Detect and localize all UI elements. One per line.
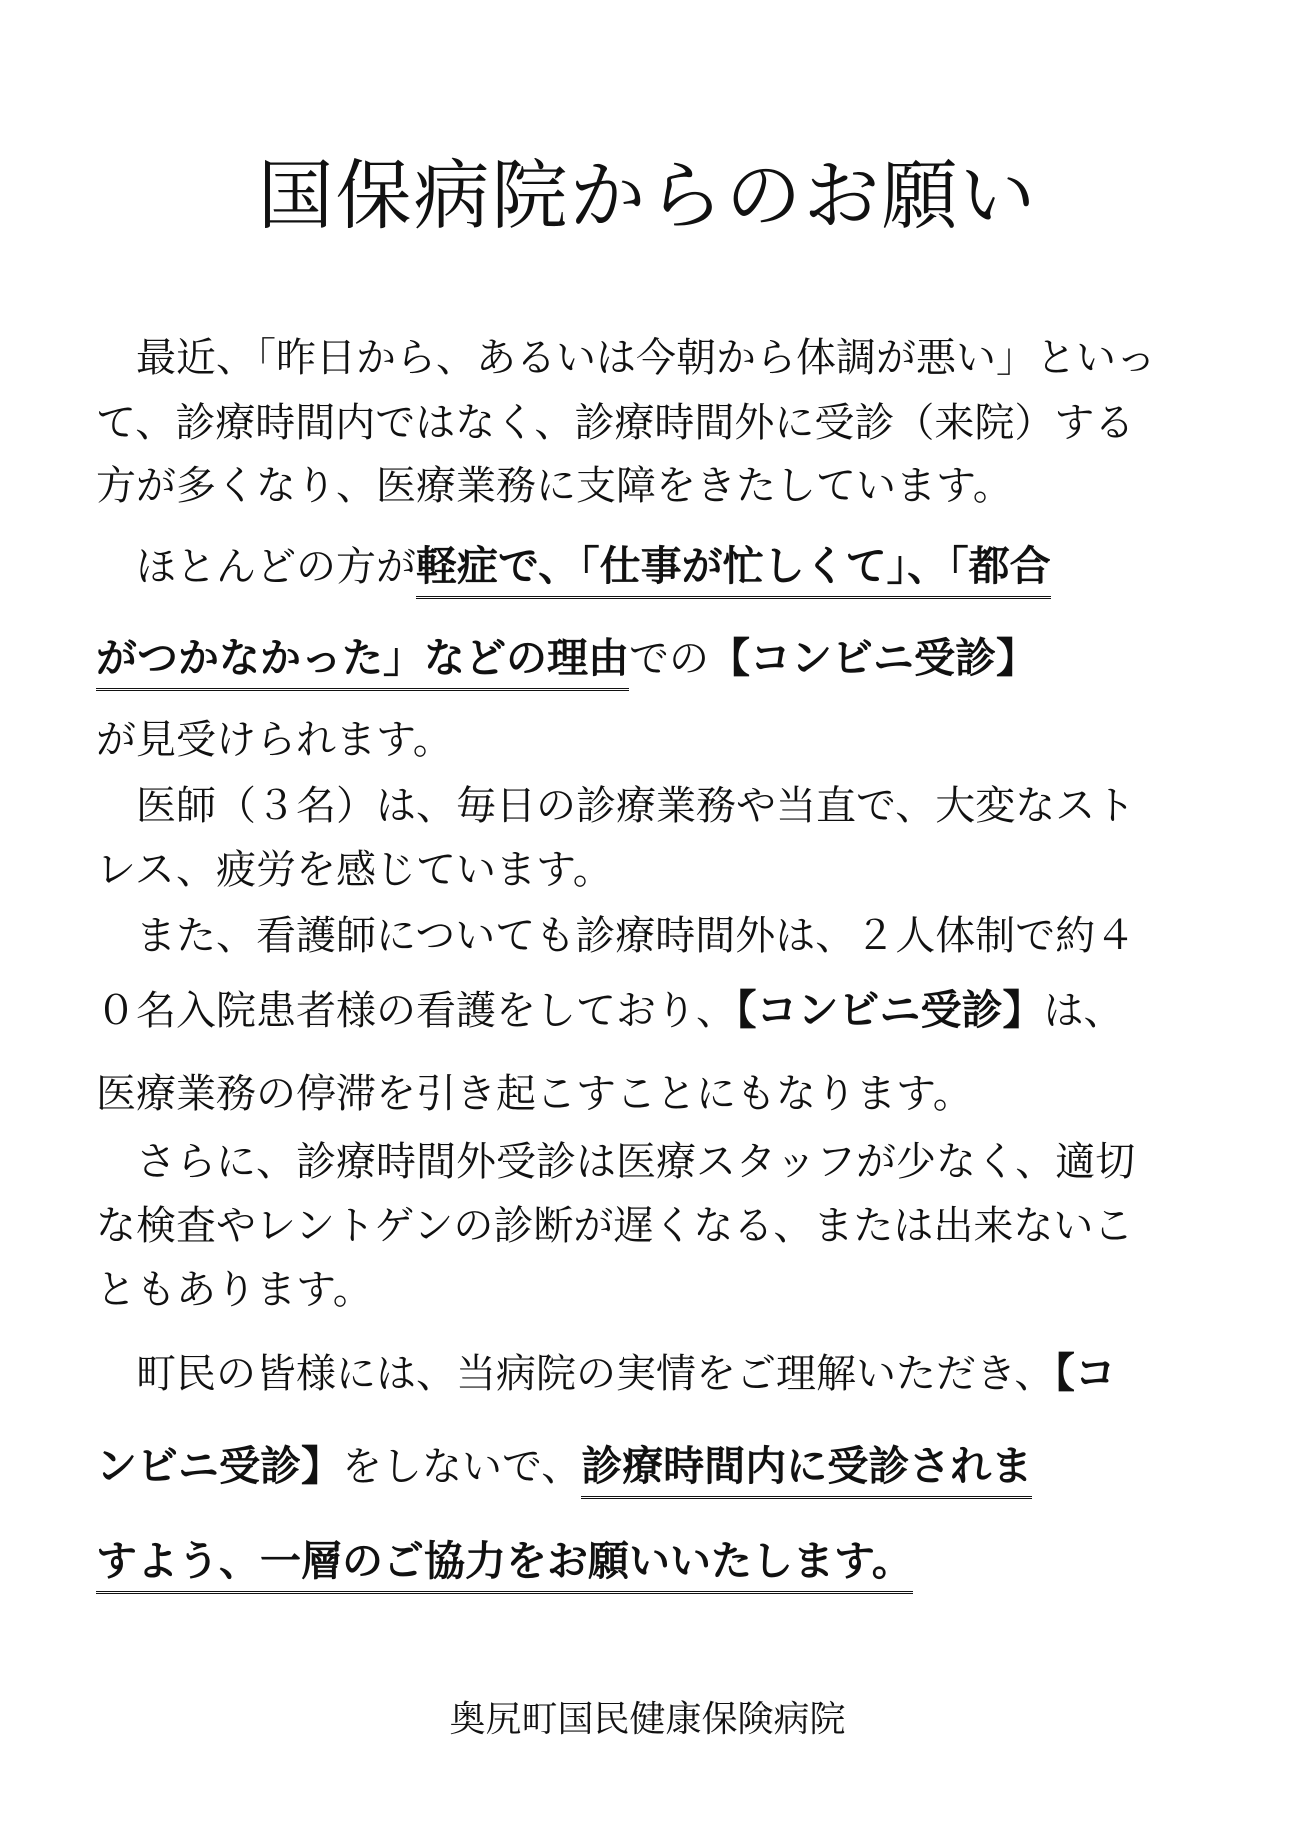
paragraph-6-line-1 xyxy=(96,1345,1206,1402)
paragraph-6-line-2 xyxy=(96,1438,1206,1495)
page-title: 国保病院からのお願い xyxy=(257,151,1038,240)
hospital-name: 奥尻町国民健康保険病院 xyxy=(449,1699,846,1740)
convenience-visit-label: 【コンビニ受診】 xyxy=(736,986,1044,1034)
paragraph-6-text: 町民の皆様には、当病院の実情をご理解いただき、 xyxy=(96,1351,1055,1397)
paragraph-5-line-3: ともあります。 xyxy=(96,1267,373,1313)
paragraph-2-line-3: が見受けられます。 xyxy=(96,717,453,763)
convenience-visit-label: ンビニ受診】 xyxy=(96,1442,342,1490)
paragraph-3-line-1: 医師（３名）は、毎日の診療業務や当直で、大変なスト xyxy=(96,783,1136,829)
paragraph-4-text: は、 xyxy=(1043,988,1124,1034)
paragraph-1-line-3: 方が多くなり、医療業務に支障をきたしています。 xyxy=(96,463,1013,509)
paragraph-6-text: をしないで、 xyxy=(342,1444,582,1490)
paragraph-4-line-3: 医療業務の停滞を引き起こすことにもなります。 xyxy=(96,1071,973,1117)
convenience-visit-label: 【コンビニ受診】 xyxy=(709,634,1037,682)
paragraph-5-line-2: な検査やレントゲンの診断が遅くなる、または出来ないこ xyxy=(96,1203,1134,1249)
emphasis-text: 軽症で、「仕事が忙しくて」、「都合 xyxy=(416,542,1051,599)
paragraph-2-line-2 xyxy=(96,630,1206,687)
paragraph-5-line-1: さらに、診療時間外受診は医療スタッフが少なく、適切 xyxy=(96,1139,1136,1185)
closing-request-text: すよう、一層のご協力をお願いいたします。 xyxy=(96,1537,913,1594)
emphasis-text: がつかなかった」などの理由 xyxy=(96,634,629,691)
paragraph-1-line-1: 最近、「昨日から、あるいは今朝から体調が悪い」といっ xyxy=(96,335,1156,381)
paragraph-2-text: での xyxy=(629,636,709,682)
emphasis-text: 診療時間内に受診されま xyxy=(581,1442,1032,1499)
paragraph-2-text: ほとんどの方が xyxy=(96,544,416,590)
paragraph-3-line-2: レス、疲労を感じています。 xyxy=(96,847,613,893)
paragraph-4-line-2 xyxy=(96,982,1206,1039)
paragraph-2-line-1 xyxy=(96,538,1206,595)
paragraph-6-line-3 xyxy=(96,1533,1206,1590)
paragraph-4-line-1: また、看護師についても診療時間外は、２人体制で約４ xyxy=(96,913,1136,959)
paragraph-1-line-2: て、診療時間内ではなく、診療時間外に受診（来院）する xyxy=(96,400,1135,446)
convenience-visit-label: 【コ xyxy=(1054,1349,1116,1397)
paragraph-4-text: ０名入院患者様の看護をしており、 xyxy=(96,988,736,1034)
